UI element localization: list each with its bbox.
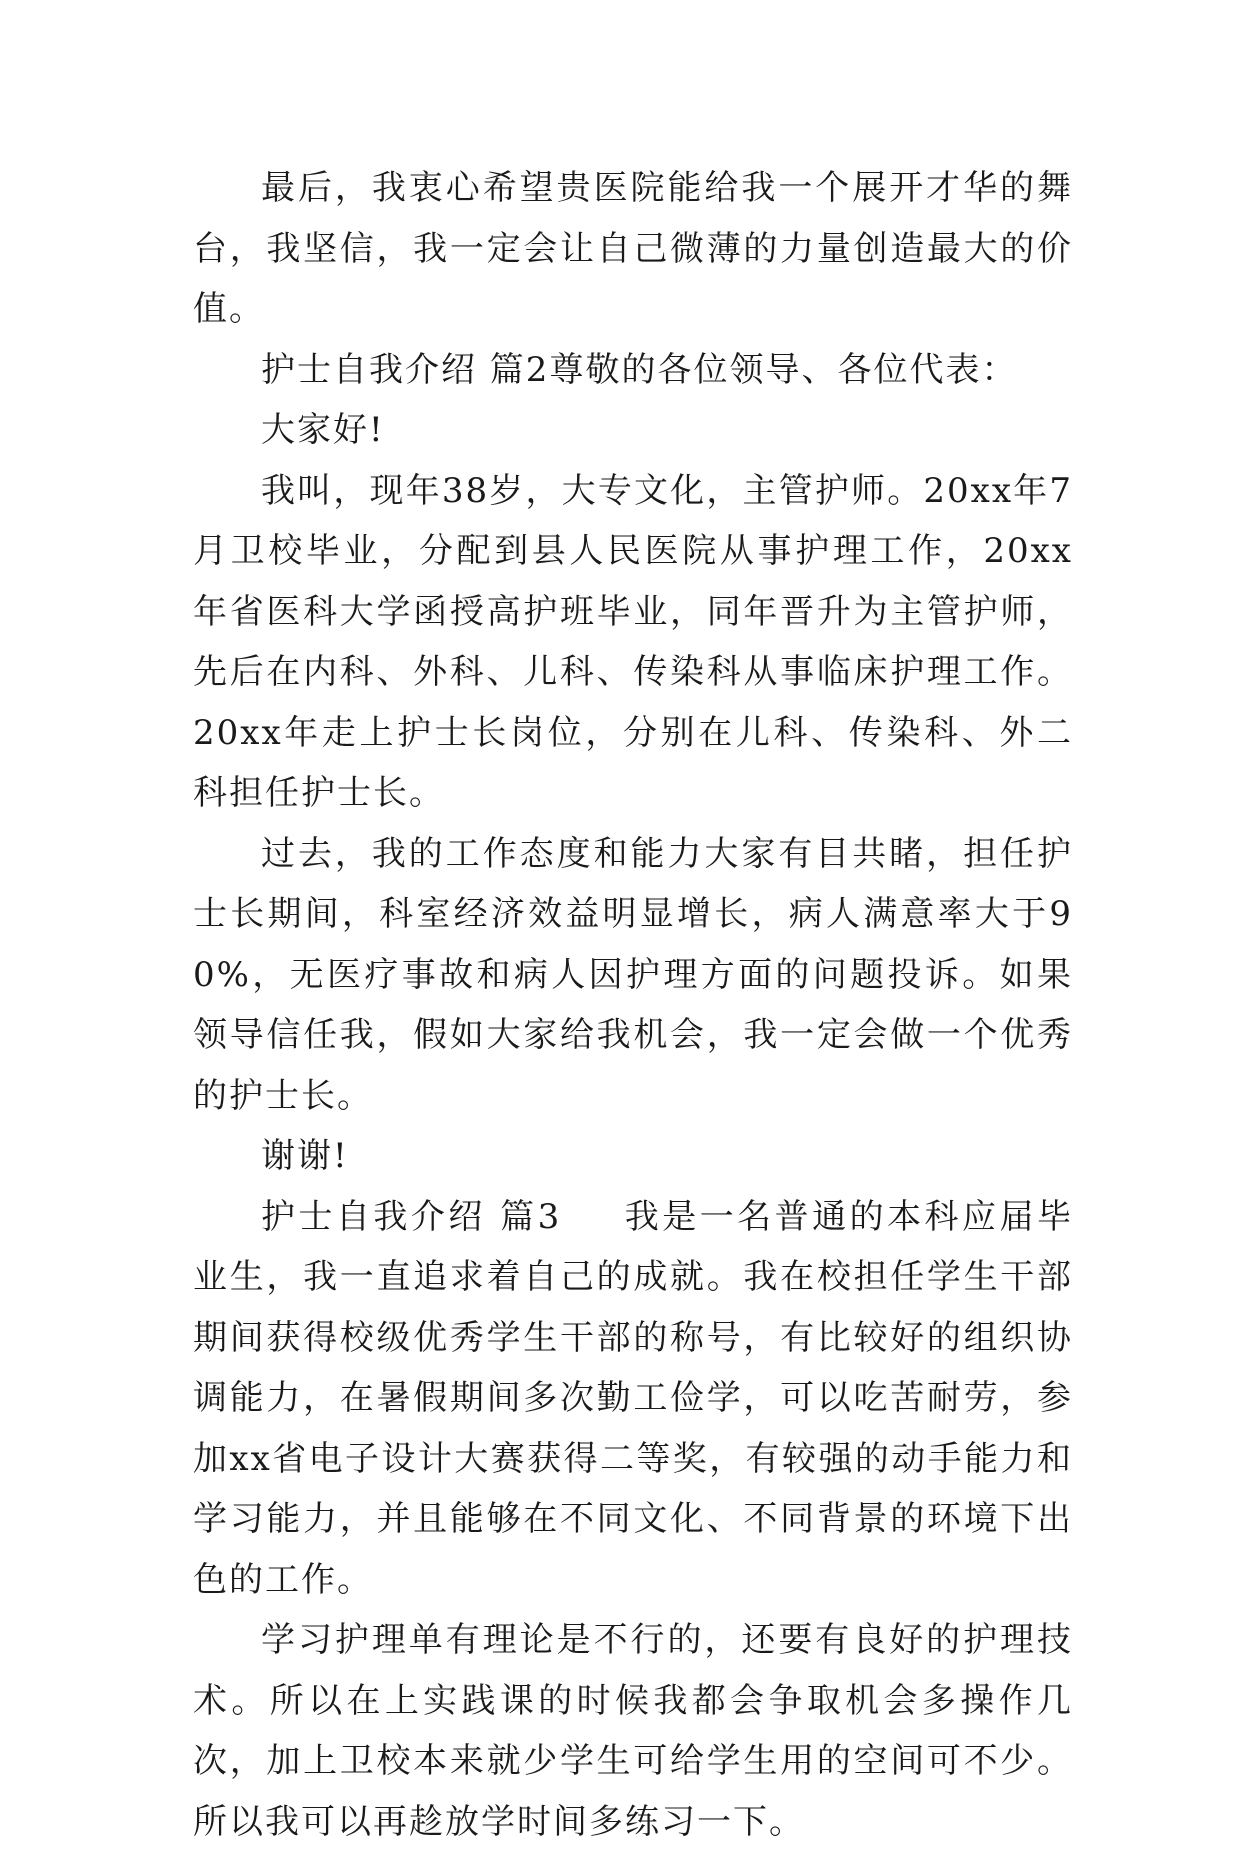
- document-body: [193, 158, 1073, 1852]
- paragraph-text: 我叫，现年38岁，大专文化，主管护师。20xx年7月卫校毕业，分配到县人民医院从事护理工作，20xx年省医科大学函授高护班毕业，同年晋升为主管护师，先后在内科、外科、儿科、传染科从事临床护理工作。20xx年走上护士长岗位，分别在儿科、传染科、外二科担任护士长。: [193, 470, 1073, 813]
- paragraph-text: 最后，我衷心希望贵医院能给我一个展开才华的舞台，我坚信，我一定会让自己微薄的力量创造最大的价值。: [193, 168, 1073, 329]
- paragraph-past-performance: [193, 824, 1073, 1127]
- paragraph-text: 过去，我的工作态度和能力大家有目共睹，担任护士长期间，科室经济效益明显增长，病人满意率大于90%，无医疗事故和病人因护理方面的问题投诉。如果领导信任我，假如大家给我机会，我一定会做一个优秀的护士长。: [193, 833, 1073, 1116]
- section-heading: 护士自我介绍 篇3: [261, 1196, 562, 1237]
- paragraph-text: 大家好!: [261, 410, 385, 450]
- paragraph-text: 我是一名普通的本科应届毕业生，我一直追求着自己的成就。我在校担任学生干部期间获得校级优秀学生干部的称号，有比较好的组织协调能力，在暑假期间多次勤工俭学，可以吃苦耐劳，参加xx省电子设计大赛获得二等奖，有较强的动手能力和学习能力，并且能够在不同文化、不同背景的环境下出色的工作。: [193, 1196, 1073, 1600]
- paragraph-hello: [193, 400, 1073, 461]
- paragraph-section-2-greeting: [193, 340, 1073, 401]
- paragraph-text: 谢谢!: [261, 1136, 349, 1176]
- paragraph-nursing-practice: [193, 1610, 1073, 1852]
- paragraph-background: [193, 461, 1073, 824]
- paragraph-text: 护士自我介绍 篇2尊敬的各位领导、各位代表：: [261, 349, 1018, 390]
- paragraph-closing-statement: [193, 158, 1073, 340]
- paragraph-thanks: [193, 1126, 1073, 1187]
- paragraph-section-3: [193, 1187, 1073, 1611]
- paragraph-text: 学习护理单有理论是不行的，还要有良好的护理技术。所以在上实践课的时候我都会争取机会多操作几次，加上卫校本来就少学生可给学生用的空间可不少。所以我可以再趁放学时间多练习一下。: [193, 1620, 1073, 1842]
